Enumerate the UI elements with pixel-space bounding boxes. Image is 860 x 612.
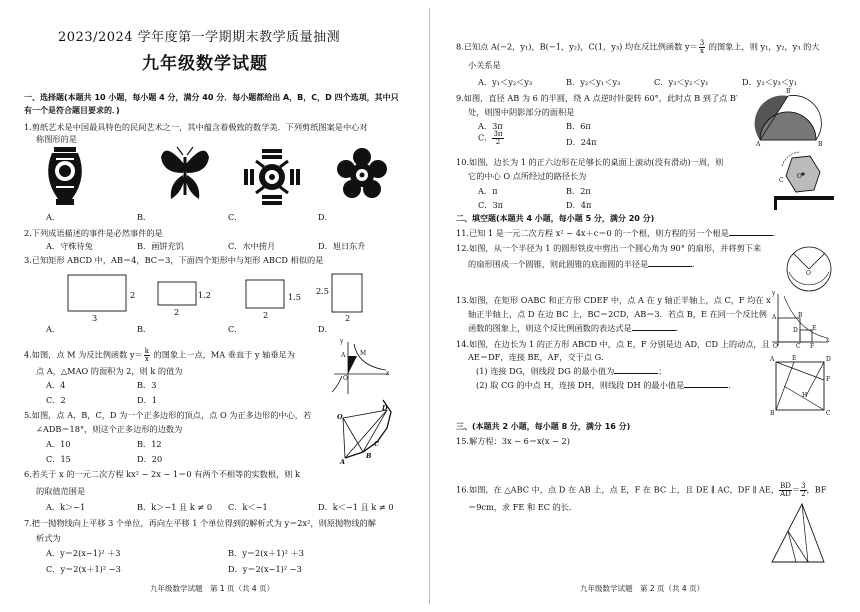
q6-option-c: C．k＜−1 <box>228 502 268 512</box>
q5-fig-label-d: D <box>382 404 388 412</box>
q13-text-body: 函数的图象上，则这个反比例函数的表达式是 <box>468 323 632 333</box>
q8-text-part1: 8.已知点 A(−2，y₁)，B(−1，y₂)，C(1，y₃) 均在反比例函数 y＝ <box>456 41 698 52</box>
q8-frac-num: 3 <box>699 39 705 47</box>
q9-text: 9.如图，直径 AB 为 6 的半圆，绕 A 点逆时针旋转 60°，此时点 B 到了点 B′ <box>456 93 738 103</box>
paper-cut-b <box>161 147 209 199</box>
q12-answer-blank <box>648 259 692 267</box>
q3-dim-c-width: 2 <box>263 310 269 320</box>
q13-fig-label-o: O <box>773 343 778 350</box>
q7-option-c: C．y＝2(x＋1)² −3 <box>46 564 121 574</box>
q10-option-b: B．2π <box>566 186 591 196</box>
q4-fig-label-a: A <box>341 352 346 359</box>
q7-option-d: D．y＝2(x−1)² −3 <box>228 564 302 574</box>
q8-option-d: D．y₂＜y₃＜y₁ <box>742 77 797 87</box>
q5-fig-label-a: A <box>340 458 346 466</box>
q5-option-b: B．12 <box>137 439 162 449</box>
q16-frac2-num: 3 <box>801 482 806 490</box>
q10-fig-label-o: O <box>797 173 802 180</box>
paper-cut-a <box>48 147 82 205</box>
q16-text-part1: 16.如图，在 △ABC 中，点 D 在 AB 上，点 E，F 在 BC 上，且 DE ∥ AC，DF ∥ AE， <box>456 484 780 495</box>
q7-text-cont: 析式为 <box>36 533 61 543</box>
q8-option-c: C．y₃＜y₂＜y₁ <box>654 77 709 87</box>
q10-option-d: D．4π <box>566 200 592 210</box>
q5-option-c: C．15 <box>46 454 71 464</box>
q13-fig-label-y: y <box>772 290 776 297</box>
q5-text-cont: ∠ADB＝18°，则这个正多边形的边数为 <box>36 424 183 434</box>
q5-fig-label-b: B <box>366 452 372 460</box>
q4-option-a: A．4 <box>46 380 66 390</box>
q7-option-a: A．y＝2(x−1)² ＋3 <box>46 548 121 558</box>
q13-fig-label-d: D <box>793 327 798 334</box>
q4-option-c: C．2 <box>46 395 66 405</box>
q14-fig-label-e: E <box>792 355 797 362</box>
q12-fig-label-o: O <box>806 270 811 277</box>
page-2-footer: 九年级数学试题 第 2 页（共 4 页） <box>580 584 705 593</box>
q4-text-part1: 4.如图，点 M 为反比例函数 y＝ <box>24 349 143 360</box>
q12-text-cont: 的扇形围成一个圆锥，则此圆锥的底面圆的半径是 ． <box>468 259 701 269</box>
q8-option-a: A．y₁＜y₂＜y₃ <box>478 77 533 87</box>
q2-option-a: A．守株待兔 <box>46 241 93 251</box>
q14-sub2: (2) 取 CG 的中点 H，连接 DH，则线段 DH 的最小值是 ． <box>476 380 737 390</box>
q9-option-c <box>478 131 504 146</box>
section1-heading: 一、选择题(本题共 10 小题，每小题 4 分，满分 40 分．每小题都给出 A，B，C，D 四个选项，其中只 <box>24 93 399 102</box>
q13-fig-label-f: F <box>810 343 815 350</box>
q4-text-part2: 的图象上一点，MA 垂直于 y 轴垂足为 <box>150 349 295 360</box>
q4-fraction <box>144 348 150 363</box>
q9-option-c-den: 2 <box>495 138 501 146</box>
q8-option-b: B．y₂＜y₁＜y₃ <box>566 77 621 87</box>
q2-text: 2.下列成语描述的事件是必然事件的是 <box>24 228 163 238</box>
q2-option-c: C．水中捞月 <box>228 241 276 251</box>
q3-option-d: D． <box>318 324 333 334</box>
q4-frac-num: k <box>144 347 149 355</box>
q12-text-body: 的扇形围成一个圆锥，则此圆锥的底面圆的半径是 <box>468 259 649 269</box>
q13-text-cont2: 函数的图象上，则这个反比例函数的表达式是 ． <box>468 323 684 333</box>
q16-text-part2: ＝ <box>791 484 801 495</box>
q14-sub1-blank <box>614 366 658 374</box>
q14-text: 14.如图，在边长为 1 的正方形 ABCD 中，点 E，F 分别是边 AD，CD 上的动点，且 <box>456 339 770 349</box>
q3-dim-d-height: 2.5 <box>316 286 330 296</box>
q8-frac-den: x <box>699 47 704 55</box>
q13-text-cont: 轴正半轴上，点 D 在边 BC 上，BC＝2CD，AB＝3．若点 B，E 在同一个反比例 <box>468 309 767 319</box>
q4-option-d: D．1 <box>137 395 157 405</box>
q13-answer-blank <box>632 323 676 331</box>
page-2 <box>430 0 860 612</box>
q13-fig-label-e: E <box>812 325 817 332</box>
q7-option-b: B．y＝2(x＋1)² ＋3 <box>228 548 304 558</box>
q9-fig-label-b: B <box>818 141 823 148</box>
q5-fig-label-c: C <box>374 440 380 448</box>
q14-fig-label-b: B <box>770 410 775 417</box>
q14-fig-label-a: A <box>770 356 775 363</box>
q14-sub1: (1) 连接 DG，则线段 DG 的最小值为 ； <box>476 366 667 376</box>
q9-fig-label-b-prime: B′ <box>786 88 792 95</box>
q4-text <box>24 348 295 363</box>
q3-dim-d-width: 2 <box>345 313 351 323</box>
q10-fig-label-c: C <box>779 177 784 184</box>
q12-circle-sector-figure <box>784 244 834 294</box>
q3-option-a: A． <box>46 324 61 334</box>
q14-fig-label-h: H <box>802 392 808 399</box>
q4-hyperbola-figure <box>330 340 390 398</box>
q16-frac1-den: AD <box>780 490 791 498</box>
q14-sub2-blank <box>684 380 728 388</box>
q14-fig-label-c: C <box>826 410 831 417</box>
q3-dim-b-width: 2 <box>174 307 180 317</box>
q2-option-b: B．画饼充饥 <box>137 241 184 251</box>
q6-option-a: A．k＞−1 <box>46 502 86 512</box>
q16-triangle-figure <box>768 500 828 570</box>
q10-text-cont: 它的中心 O 点所经过的路径长为 <box>468 171 587 181</box>
q16-text-cont: ＝9cm，求 FE 和 EC 的长． <box>468 502 578 512</box>
exam-title: 2023/2024 学年度第一学期期末教学质量抽测 <box>58 30 341 45</box>
q16-frac2-den: 2 <box>801 490 806 498</box>
q14-fig-label-d: D <box>826 356 831 363</box>
q4-fig-label-x: x <box>386 370 390 377</box>
q4-fig-label-m: M <box>360 350 367 357</box>
q11-text: 11.已知 1 是一元二次方程 x² − 4x＋c＝0 的一个根，则方程的另一个根是 ． <box>456 228 782 238</box>
q10-option-c: C．3π <box>478 200 504 210</box>
exam-subtitle: 九年级数学试题 <box>142 54 268 74</box>
q6-text-cont: 的取值范围是 <box>36 486 86 496</box>
q4-frac-den: x <box>144 355 149 363</box>
q13-fig-label-x: x <box>826 337 830 344</box>
q8-fraction <box>699 40 705 55</box>
q13-fig-label-b: B <box>798 312 803 319</box>
q8-text <box>456 40 820 55</box>
q13-fig-label-c: C <box>796 343 801 350</box>
q15-text: 15.解方程：3x − 6＝x(x − 2) <box>456 436 570 446</box>
q9-rotated-semicircle-figure <box>748 88 818 148</box>
section2-heading: 二、填空题(本题共 4 小题，每小题 5 分，满分 20 分) <box>456 214 655 223</box>
q9-option-c-prefix: C． <box>478 132 493 143</box>
q4-option-b: B．3 <box>137 380 157 390</box>
q6-text: 6.若关于 x 的一元二次方程 kx² − 2x − 1＝0 有两个不相等的实数根，则 k <box>24 469 300 479</box>
q9-option-c-num: 3π <box>493 130 503 138</box>
q1-option-a: A． <box>46 212 61 222</box>
q2-option-d: D．旭日东升 <box>318 241 366 251</box>
q1-paper-cut-figures <box>40 145 430 215</box>
q16-text-part3: ，BF <box>806 484 827 495</box>
q14-square-figure <box>770 356 830 416</box>
q6-option-b: B．k＞−1 且 k ≠ 0 <box>137 502 213 512</box>
q1-option-b: B． <box>137 212 152 222</box>
q9-fig-label-a: A <box>756 141 761 148</box>
q5-text: 5.如图，点 A，B，C，D 为一个正多边形的顶点，点 O 为正多边形的中心，若 <box>24 410 312 420</box>
q8-text-part2: 的图象上，则 y₁，y₂，y₃ 的大 <box>706 41 820 52</box>
q9-text-cont: 处，则图中阴影部分的面积是 <box>468 107 575 117</box>
q9-option-c-fraction <box>492 131 503 146</box>
q5-option-d: D．20 <box>137 454 163 464</box>
q3-dim-b-height: 1.2 <box>198 290 212 300</box>
q9-option-b: B．6π <box>566 121 591 131</box>
q3-text: 3.已知矩形 ABCD 中，AB＝4，BC＝3，下面四个矩形中与矩形 ABCD 相似的是 <box>24 255 324 265</box>
page-1-footer: 九年级数学试题 第 1 页（共 4 页） <box>150 584 275 593</box>
q14-fig-label-f: F <box>826 376 831 383</box>
q1-text-cont: 称图形的是 <box>36 134 77 144</box>
q10-option-a: A．π <box>478 186 498 196</box>
q13-fig-label-a: A <box>772 314 777 321</box>
q13-text: 13.如图，在矩形 OABC 和正方形 CDEF 中，点 A 在 y 轴正半轴上，点 C，F 均在 x <box>456 295 771 305</box>
section1-heading-cont: 有一个是符合题目要求的．) <box>24 106 120 115</box>
q16-fraction-1 <box>779 483 792 498</box>
paper-cut-c <box>244 149 300 205</box>
q12-text: 12.如图，从一个半径为 1 的圆形铁皮中剪出一个圆心角为 90° 的扇形，并将剪下来 <box>456 243 762 253</box>
q14-sub2-text: (2) 取 CG 的中点 H，连接 DH，则线段 DH 的最小值是 <box>476 380 685 390</box>
q7-text: 7.把一抛物线向上平移 3 个单位，再向左平移 1 个单位得到的解析式为 y＝2x²，则原抛物线的解 <box>24 518 376 528</box>
paper-cut-d <box>337 148 387 198</box>
q10-text: 10.如图，边长为 1 的正六边形在足够长的桌面上滚动(没有滑动)一周，则 <box>456 157 724 167</box>
q9-option-a: A．3π <box>478 121 503 131</box>
q1-option-d: D． <box>318 212 333 222</box>
q16-text <box>456 483 826 498</box>
q16-frac1-num: BD <box>780 482 791 490</box>
q14-sub1-text: (1) 连接 DG，则线段 DG 的最小值为 <box>476 366 615 376</box>
q5-fig-label-o: O <box>337 413 343 421</box>
q3-dim-a-width: 3 <box>92 313 98 323</box>
q5-option-a: A．10 <box>46 439 71 449</box>
q11-text-body: 11.已知 1 是一元二次方程 x² − 4x＋c＝0 的一个根，则方程的另一个根是 <box>456 228 729 238</box>
q8-text-cont: 小关系是 <box>468 60 501 70</box>
q3-option-b: B． <box>137 324 152 334</box>
section3-heading: 三、(本题共 2 小题，每小题 8 分，满分 16 分) <box>456 422 631 431</box>
q3-dim-c-height: 1.5 <box>288 292 302 302</box>
q14-text-cont: AE＝DF，连接 BE，AF，交于点 G． <box>468 352 610 362</box>
q1-text: 1.剪纸艺术是中国最具特色的民间艺术之一，其中蕴含着极致的数学美．下列剪纸图案是中心对 <box>24 122 368 132</box>
q4-fig-label-y: y <box>340 338 344 345</box>
q3-dim-a-height: 2 <box>130 290 136 300</box>
q9-option-d: D．24π <box>566 137 597 147</box>
q6-option-d: D．k＜−1 且 k ≠ 0 <box>318 502 394 512</box>
q11-answer-blank <box>729 228 773 236</box>
q4-fig-label-o: O <box>343 375 348 382</box>
q4-text-cont: 点 A，△MAO 的面积为 2，则 k 的值为 <box>36 366 183 376</box>
q1-option-c: C． <box>228 212 243 222</box>
q3-option-c: C． <box>228 324 243 334</box>
